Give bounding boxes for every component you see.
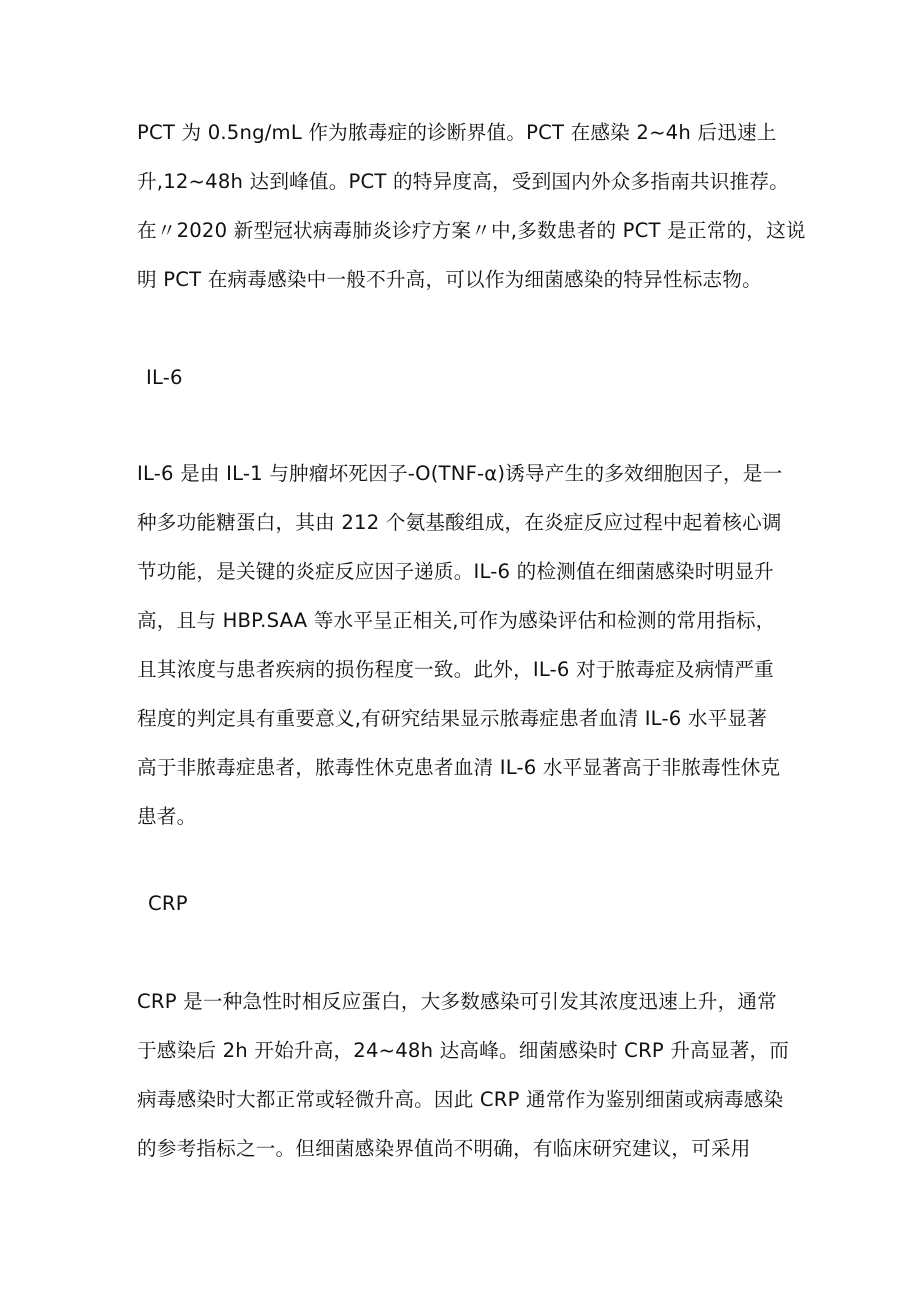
pct-paragraph-line-4: 明 PCT 在病毒感染中一般不升高，可以作为细菌感染的特异性标志物。 — [137, 268, 762, 291]
crp-paragraph-line-3: 病毒感染时大都正常或轻微升高。因此 CRP 通常作为鉴别细菌或病毒感染 — [137, 1088, 784, 1111]
crp-paragraph-line-4: 的参考指标之一。但细菌感染界值尚不明确，有临床研究建议，可采用 — [137, 1137, 751, 1160]
pct-paragraph-line-2: 升,12~48h 达到峰值。PCT 的特异度高，受到国内外众多指南共识推荐。 — [137, 170, 789, 193]
il6-paragraph-line-5: 且其浓度与患者疾病的损伤程度一致。此外，IL-6 对于脓毒症及病情严重 — [137, 658, 774, 681]
il6-paragraph-line-7: 高于非脓毒症患者，脓毒性休克患者血清 IL-6 水平显著高于非脓毒性休克 — [137, 756, 781, 779]
pct-paragraph-line-3: 在〃2020 新型冠状病毒肺炎诊疗方案〃中,多数患者的 PCT 是正常的，这说 — [137, 219, 806, 242]
il6-paragraph-line-1: IL-6 是由 IL-1 与肿瘤坏死因子-O(TNF-α)诱导产生的多效细胞因子，是一 — [137, 462, 783, 485]
il6-paragraph-line-3: 节功能，是关键的炎症反应因子递质。IL-6 的检测值在细菌感染时明显升 — [137, 560, 774, 583]
il6-paragraph-line-8: 患者。 — [137, 805, 197, 828]
il6-paragraph-line-6: 程度的判定具有重要意义,有研究结果显示脓毒症患者血清 IL-6 水平显著 — [137, 707, 767, 730]
il6-paragraph-line-2: 种多功能糖蛋白，其由 212 个氨基酸组成，在炎症反应过程中起着核心调 — [137, 511, 782, 534]
il6-heading: IL-6 — [146, 366, 183, 389]
crp-paragraph-line-2: 于感染后 2h 开始升高，24~48h 达高峰。细菌感染时 CRP 升高显著，而 — [137, 1039, 790, 1062]
crp-paragraph-line-1: CRP 是一种急性时相反应蛋白，大多数感染可引发其浓度迅速上升，通常 — [137, 990, 777, 1013]
crp-heading: CRP — [148, 892, 188, 915]
pct-paragraph-line-1: PCT 为 0.5ng/mL 作为脓毒症的诊断界值。PCT 在感染 2~4h 后迅速上 — [137, 121, 777, 144]
il6-paragraph-line-4: 高，且与 HBP.SAA 等水平呈正相关,可作为感染评估和检测的常用指标， — [137, 609, 776, 632]
